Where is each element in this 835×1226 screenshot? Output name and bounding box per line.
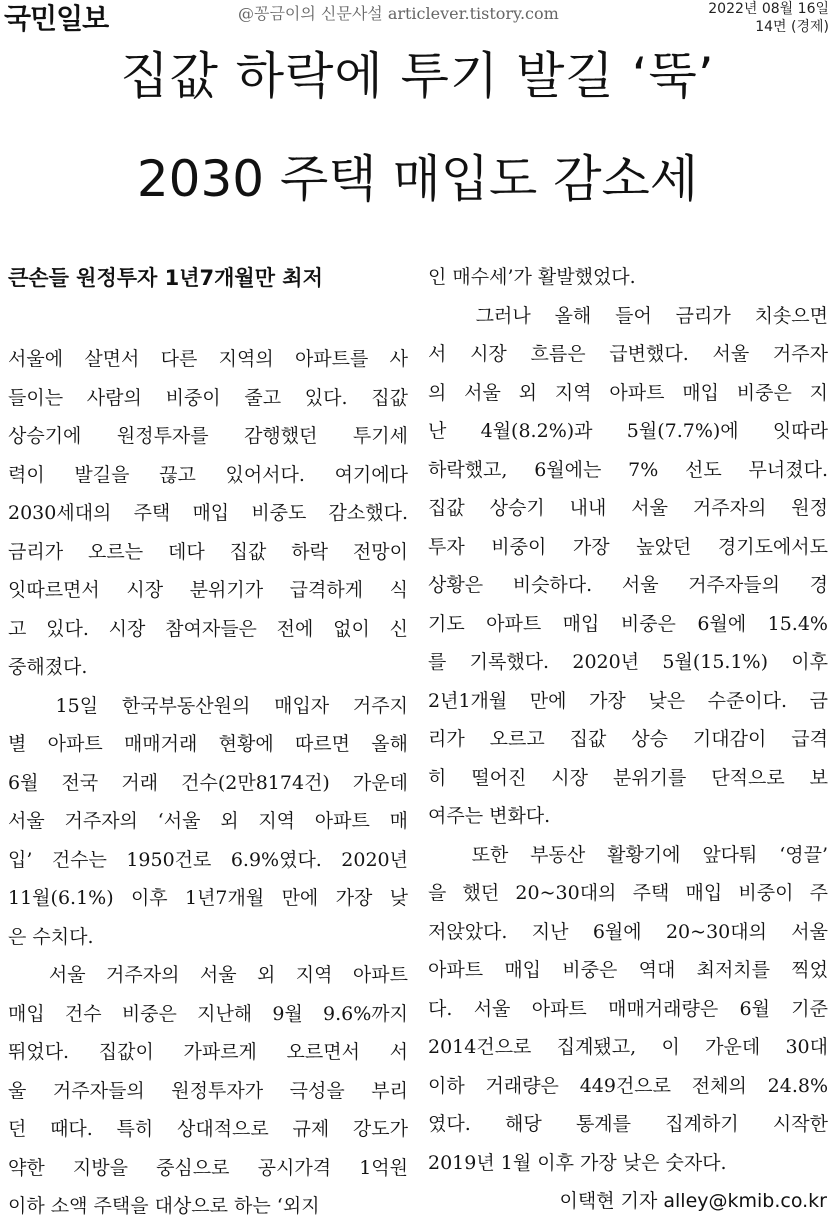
- text-line: 중해졌다.: [8, 656, 88, 678]
- text-line: 저앉았다. 지난 6월에 20~30대의 서울: [428, 920, 828, 943]
- source-watermark: @꽁금이의 신문사설 articlever.tistory.com: [238, 4, 559, 23]
- text-line: 여주는 변화다.: [428, 805, 551, 827]
- text-line: 뛰었다. 집값이 가파르게 오르면서 서: [8, 1041, 408, 1063]
- text-line: 기도 아파트 매입 비중은 6월에 15.4%: [428, 612, 828, 635]
- text-line: 다. 서울 아파트 매매거래량은 6월 기준: [428, 997, 828, 1020]
- text-line: 상승기에 원정투자를 감행했던 투기세: [8, 425, 408, 447]
- headline-line-1: 집값 하락에 투기 발길 ‘뚝’: [120, 47, 715, 105]
- text-line: 이하 소액 주택을 대상으로 하는 ‘외지: [8, 1195, 320, 1217]
- text-line: 2030세대의 주택 매입 비중도 감소했다.: [8, 502, 408, 524]
- text-line: 투자 비중이 가장 높았던 경기도에서도: [428, 535, 828, 558]
- text-line: 잇따르면서 시장 분위기가 급격하게 식: [8, 579, 408, 601]
- newspaper-logo: 국민일보: [4, 2, 109, 35]
- text-line: 고 있다. 시장 참여자들은 전에 없이 신: [8, 617, 408, 640]
- text-line: 서울에 살면서 다른 지역의 아파트를 사: [8, 348, 408, 370]
- text-line: 던 때다. 특히 상대적으로 규제 강도가: [8, 1118, 408, 1140]
- text-line: 하락했고, 6월에는 7% 선도 무너졌다.: [428, 458, 828, 481]
- text-line: 아파트 매입 비중은 역대 최저치를 찍었: [428, 959, 828, 981]
- text-line: 6월 전국 거래 건수(2만8174건) 가운데: [8, 771, 408, 794]
- text-line: 은 수치다.: [8, 925, 94, 948]
- text-line: 2년1개월 만에 가장 낮은 수준이다. 금: [428, 689, 828, 712]
- text-line: 별 아파트 매매거래 현황에 따르면 올해: [8, 733, 408, 755]
- text-line: 이하 거래량은 449건으로 전체의 24.8%: [428, 1074, 828, 1097]
- text-line: 인 매수세’가 활발했었다.: [428, 266, 636, 288]
- text-line: 력이 발길을 끊고 있어서다. 여기에다: [8, 463, 408, 486]
- left-column: [8, 258, 408, 1226]
- text-line: 약한 지방을 중심으로 공시가격 1억원: [8, 1156, 408, 1179]
- text-line: 입’ 건수는 1950건로 6.9%였다. 2020년: [8, 848, 408, 871]
- text-line: 그러나 올해 들어 금리가 치솟으면: [428, 304, 828, 327]
- text-line: 15일 한국부동산원의 매입자 거주지: [8, 694, 408, 717]
- text-line: 상황은 비슷하다. 서울 거주자들의 경: [428, 574, 828, 596]
- right-column-body: [428, 258, 828, 1182]
- dateline: [708, 0, 829, 36]
- text-line: 매입 건수 비중은 지난해 9월 9.6%까지: [8, 1002, 408, 1025]
- text-line: 또한 부동산 활황기에 앞다퉈 ‘영끌’: [428, 843, 828, 866]
- text-line: 들이는 사람의 비중이 줄고 있다. 집값: [8, 386, 408, 409]
- text-line: 난 4월(8.2%)과 5월(7.7%)에 잇따라: [428, 420, 828, 442]
- text-line: 서 시장 흐름은 급변했다. 서울 거주자: [428, 343, 828, 365]
- text-line: 의 서울 외 지역 아파트 매입 비중은 지: [428, 381, 828, 404]
- text-line: 2014건으로 집계됐고, 이 가운데 30대: [428, 1036, 828, 1058]
- text-line: 11월(6.1%) 이후 1년7개월 만에 가장 낮: [8, 887, 408, 909]
- text-line: 서울 거주자의 서울 외 지역 아파트: [8, 964, 408, 986]
- text-line: 였다. 해당 통계를 집계하기 시작한: [428, 1113, 828, 1135]
- text-line: 을 했던 20~30대의 주택 매입 비중이 주: [428, 882, 828, 904]
- text-line: 리가 오르고 집값 상승 기대감이 급격: [428, 728, 828, 750]
- text-line: 히 떨어진 시장 분위기를 단적으로 보: [428, 766, 828, 789]
- text-line: 울 거주자들의 원정투자가 극성을 부리: [8, 1079, 408, 1102]
- right-column: [428, 258, 828, 1182]
- text-line: 금리가 오르는 데다 집값 하락 전망이: [8, 540, 408, 563]
- subheadline: 큰손들 원정투자 1년7개월만 최저: [8, 266, 323, 290]
- text-line: 집값 상승기 내내 서울 거주자의 원정: [428, 497, 828, 519]
- page-section: 14면 (경제): [755, 19, 829, 35]
- publication-date: 2022년 08월 16일: [708, 1, 829, 17]
- text-line: 를 기록했다. 2020년 5월(15.1%) 이후: [428, 651, 828, 673]
- text-line: 서울 거주자의 ‘서울 외 지역 아파트 매: [8, 810, 408, 832]
- text-line: 2019년 1월 이후 가장 낮은 숫자다.: [428, 1151, 727, 1174]
- byline: 이택현 기자 alley@kmib.co.kr: [559, 1190, 827, 1212]
- left-column-body: [8, 340, 408, 1226]
- headline-line-2: 2030 주택 매입도 감소세: [136, 150, 699, 208]
